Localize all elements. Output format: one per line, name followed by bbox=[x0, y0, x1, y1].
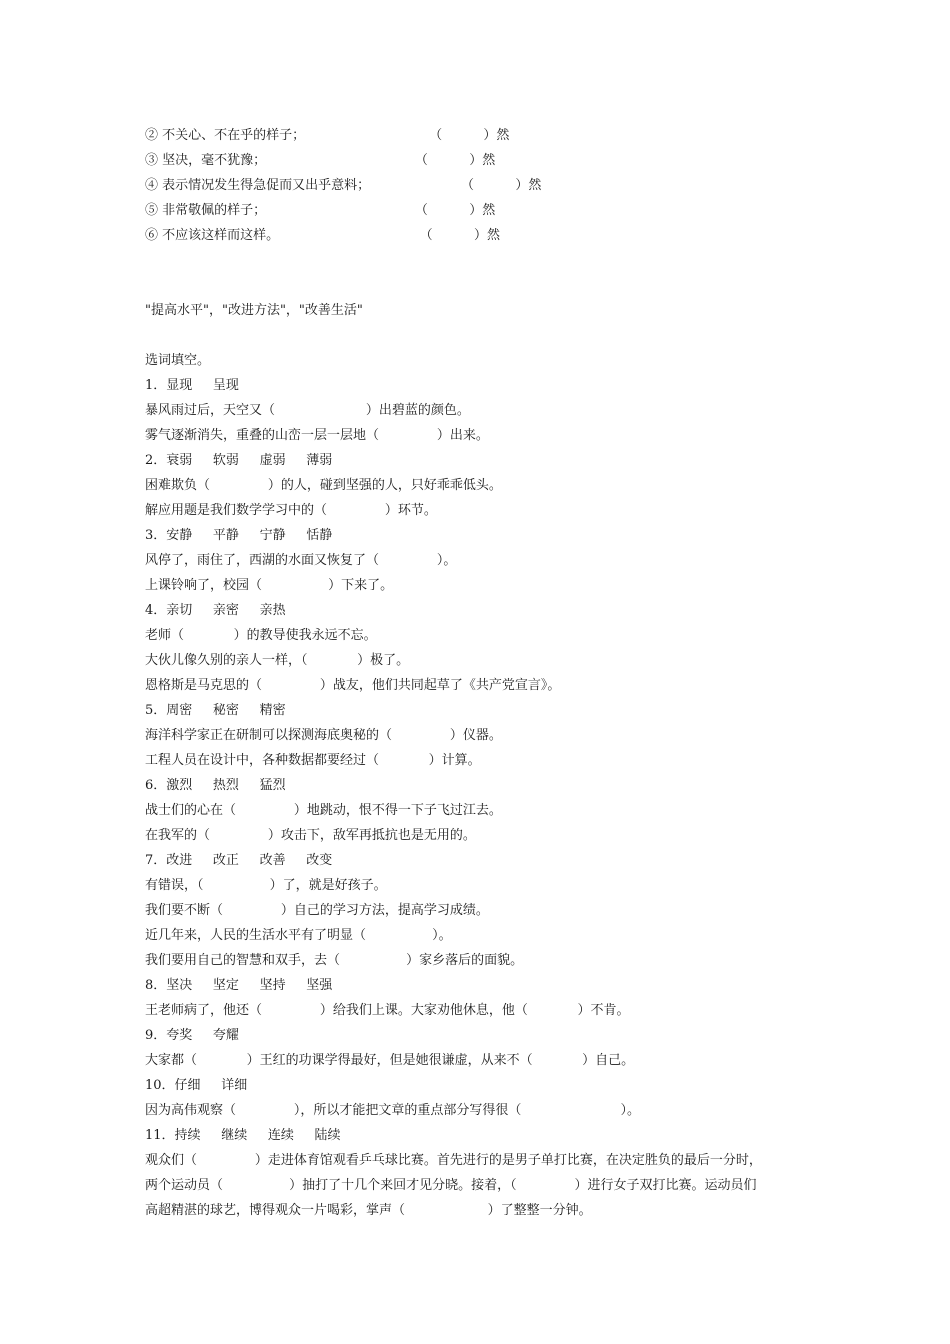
sentence-line: 风停了，雨住了，西湖的水面又恢复了（ ）。 bbox=[145, 553, 457, 568]
sentence-line: 观众们（ ）走进体育馆观看乒乓球比赛。首先进行的是男子单打比赛，在决定胜负的最后一分时， bbox=[145, 1153, 762, 1168]
word-group: 6．激烈 热烈 猛烈 bbox=[145, 778, 286, 793]
sentence-line: 王老师病了，他还（ ）给我们上课。大家劝他休息，他（ ）不肯。 bbox=[145, 1003, 630, 1018]
sentence-line: 雾气逐渐消失，重叠的山峦一层一层地（ ）出来。 bbox=[145, 428, 489, 443]
word-group: 7．改进 改正 改善 改变 bbox=[145, 853, 333, 868]
meaning-item: ⑥ 不应该这样而这样。 （ ）然 bbox=[145, 228, 500, 243]
word-group: 4．亲切 亲密 亲热 bbox=[145, 603, 286, 618]
sentence-line: 高超精湛的球艺，博得观众一片喝彩，掌声（ ）了整整一分钟。 bbox=[145, 1203, 592, 1218]
sentence-line: 恩格斯是马克思的（ ）战友，他们共同起草了《共产党宣言》。 bbox=[145, 678, 561, 693]
word-group: 11．持续 继续 连续 陆续 bbox=[145, 1128, 341, 1143]
sentence-line: 解应用题是我们数学学习中的（ ）环节。 bbox=[145, 503, 437, 518]
sentence-line: 上课铃响了，校园（ ）下来了。 bbox=[145, 578, 394, 593]
meaning-item: ② 不关心、不在乎的样子； （ ）然 bbox=[145, 128, 510, 143]
sentence-line: 有错误，（ ）了，就是好孩子。 bbox=[145, 878, 387, 893]
quote-line: "提高水平"，"改进方法"，"改善生活" bbox=[145, 303, 363, 318]
sentence-line: 我们要用自己的智慧和双手，去（ ）家乡落后的面貌。 bbox=[145, 953, 524, 968]
sentence-line: 大伙儿像久别的亲人一样，（ ）极了。 bbox=[145, 653, 410, 668]
word-group: 2．衰弱 软弱 虚弱 薄弱 bbox=[145, 453, 333, 468]
word-group: 3．安静 平静 宁静 恬静 bbox=[145, 528, 333, 543]
sentence-line: 两个运动员（ ）抽打了十几个来回才见分晓。接着，（ ）进行女子双打比赛。运动员们 bbox=[145, 1178, 757, 1193]
meaning-item: ④ 表示情况发生得急促而又出乎意料； （ ）然 bbox=[145, 178, 542, 193]
sentence-line: 近几年来，人民的生活水平有了明显（ ）。 bbox=[145, 928, 452, 943]
word-group: 10．仔细 详细 bbox=[145, 1078, 248, 1093]
sentence-line: 因为高伟观察（ ），所以才能把文章的重点部分写得很（ ）。 bbox=[145, 1103, 641, 1118]
word-group: 5．周密 秘密 精密 bbox=[145, 703, 286, 718]
word-group: 8．坚决 坚定 坚持 坚强 bbox=[145, 978, 333, 993]
sentence-line: 战士们的心在（ ）地跳动，恨不得一下子飞过江去。 bbox=[145, 803, 502, 818]
sentence-line: 老师（ ）的教导使我永远不忘。 bbox=[145, 628, 377, 643]
word-group: 9．夸奖 夸耀 bbox=[145, 1028, 239, 1043]
sentence-line: 我们要不断（ ）自己的学习方法，提高学习成绩。 bbox=[145, 903, 489, 918]
word-group: 1．显现 呈现 bbox=[145, 378, 239, 393]
sentence-line: 在我军的（ ）攻击下，敌军再抵抗也是无用的。 bbox=[145, 828, 476, 843]
sentence-line: 大家都（ ）王红的功课学得最好，但是她很谦虚，从来不（ ）自己。 bbox=[145, 1053, 635, 1068]
sentence-line: 工程人员在设计中，各种数据都要经过（ ）计算。 bbox=[145, 753, 481, 768]
meaning-item: ⑤ 非常敬佩的样子； （ ）然 bbox=[145, 203, 496, 218]
sentence-line: 暴风雨过后，天空又（ ）出碧蓝的颜色。 bbox=[145, 403, 470, 418]
sentence-line: 困难欺负（ ）的人，碰到坚强的人，只好乖乖低头。 bbox=[145, 478, 502, 493]
sentence-line: 海洋科学家正在研制可以探测海底奥秘的（ ）仪器。 bbox=[145, 728, 502, 743]
section-title: 选词填空。 bbox=[145, 353, 211, 368]
meaning-item: ③ 坚决，毫不犹豫； （ ）然 bbox=[145, 153, 496, 168]
